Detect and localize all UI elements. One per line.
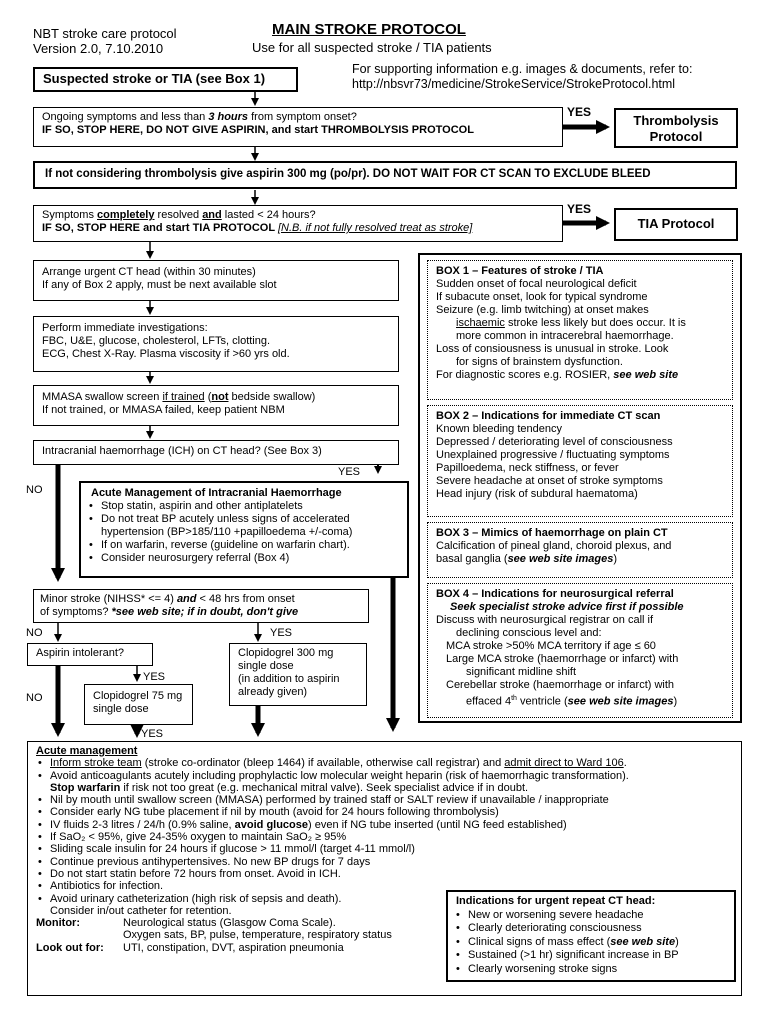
yes-label-minor: YES — [270, 627, 293, 639]
acute-ward: admit direct to Ward 106 — [504, 757, 624, 770]
supporting-info — [352, 62, 692, 92]
acute-item: • Sliding scale insulin for 24 hours if glucose > 11 mmol/l (target 4-11 mmol/l) — [36, 843, 733, 855]
box-1-line: for signs of brainstem dysfunction. — [456, 356, 623, 368]
clop300-line-4: already given) — [238, 686, 308, 698]
ich-item — [87, 513, 401, 539]
ich-item-text: Do not treat BP acutely unless signs of accelerated — [101, 513, 350, 525]
box-2-title: BOX 2 – Indications for immediate CT scan — [436, 410, 661, 422]
no-label-ich: NO — [26, 484, 43, 496]
box-3-line: basal ganglia ( — [436, 553, 508, 565]
monitor-line-2: Oxygen sats, BP, pulse, temperature, respiratory status — [123, 929, 392, 942]
tia-q-and: and — [202, 209, 222, 221]
minor-web-note: *see web site; if in doubt, don't give — [111, 606, 299, 618]
repeat-ct-title: Indications for urgent repeat CT head: — [456, 895, 656, 907]
investigations-box — [33, 316, 399, 372]
yes-label-tia: YES — [567, 202, 592, 216]
repeat-ct-text: Clinical signs of mass effect ( — [468, 935, 611, 948]
box-4-sup: th — [511, 695, 517, 702]
clop300-line-2: single dose — [238, 660, 294, 672]
acute-item-text: Avoid urinary catheterization (high risk of sepsis and death). — [50, 892, 342, 905]
box-1-title: BOX 1 – Features of stroke / TIA — [436, 265, 604, 277]
ct-line-1: Arrange urgent CT head (within 30 minutes) — [42, 266, 256, 278]
ich-management-box — [79, 481, 409, 578]
tia-q-text-2: resolved — [154, 209, 203, 221]
box-4-line: effaced 4 — [466, 695, 512, 708]
org-line-1: NBT stroke care protocol — [33, 26, 177, 41]
yes-label-thrombolysis: YES — [567, 105, 592, 119]
clop300-line-1: Clopidogrel 300 mg — [238, 647, 334, 659]
box-1-line: Sudden onset of focal neurological deficit — [436, 278, 637, 290]
acute-item — [36, 757, 733, 769]
box-1-ischaemic: ischaemic — [456, 317, 505, 329]
repeat-ct-item: • Sustained (>1 hr) significant increase in BP — [454, 949, 728, 963]
box-4-web-link[interactable]: see web site images — [567, 695, 674, 708]
box-4-subtitle: Seek specialist stroke advice first if possible — [450, 601, 684, 613]
tia-protocol-box[interactable]: TIA Protocol — [614, 208, 738, 241]
acute-item: • Nil by mouth until swallow screen (MMASA) performed by trained staff or SALT review if unavailable / inappropriate — [36, 794, 733, 806]
acute-item-text: (stroke co-ordinator (bleep 1464) if available, otherwise call registrar) and — [141, 757, 505, 770]
page-subtitle: Use for all suspected stroke / TIA patients — [252, 40, 492, 55]
acute-item-text: IV fluids 2-3 litres / 24/h (0.9% saline, — [50, 818, 235, 831]
investigations-line-3: ECG, Chest X-Ray. Plasma viscosity if >60 yrs old. — [42, 348, 290, 360]
thrombolysis-protocol-box[interactable]: Thrombolysis Protocol — [614, 108, 738, 148]
acute-avoid-glucose: avoid glucose — [234, 818, 309, 831]
repeat-ct-item: • New or worsening severe headache — [454, 909, 728, 923]
repeat-ct-text: ) — [675, 935, 679, 948]
tia-note: [N.B. if not fully resolved treat as stroke] — [277, 222, 473, 234]
box-1-line: more common in intracerebral haemorrhage. — [456, 330, 674, 342]
clop300-line-3: (in addition to aspirin — [238, 673, 340, 685]
acute-inform-team: Inform stroke team — [50, 757, 142, 770]
acute-item-text: Avoid anticoagulants acutely including prophylactic low molecular weight heparin (risk of haemorrhagic transformation). — [50, 769, 629, 782]
acute-item-text: . — [623, 757, 627, 770]
acute-management-title: Acute management — [36, 745, 138, 757]
thrombolysis-instruction: IF SO, STOP HERE, DO NOT GIVE ASPIRIN, and start THROMBOLYSIS PROTOCOL — [42, 124, 474, 136]
org-info — [33, 26, 177, 56]
box-4-line: MCA stroke >50% MCA territory if age ≤ 60 — [446, 640, 656, 652]
acute-item: • Consider early NG tube placement if nil by mouth (avoid for 24 hours following thrombolysis) — [36, 806, 733, 818]
box-1-line: Loss of consiousness is unusual in stroke. Look — [436, 343, 669, 355]
repeat-ct-item: • Clearly deteriorating consciousness — [454, 922, 728, 936]
box-4-line: ventricle ( — [516, 695, 568, 708]
box-4-title: BOX 4 – Indications for neurosurgical referral — [436, 588, 674, 600]
repeat-ct-box — [446, 890, 736, 982]
aspirin-instruction-box: If not considering thrombolysis give aspirin 300 mg (po/pr). DO NOT WAIT FOR CT SCAN TO EXCLUDE BLEED — [33, 161, 737, 189]
ct-head-box — [33, 260, 399, 301]
acute-item-text: ) even if NG tube inserted (until NG feed established) — [308, 818, 567, 831]
tia-instruction: IF SO, STOP HERE and start TIA PROTOCOL — [42, 222, 278, 234]
supporting-info-url[interactable]: http://nbsvr73/medicine/StrokeService/StrokeProtocol.html — [352, 77, 676, 91]
investigations-line-1: Perform immediate investigations: — [42, 322, 208, 334]
box-2-item: Known bleeding tendency — [436, 423, 562, 435]
box-4 — [427, 583, 733, 718]
swallow-if-trained: if trained — [162, 391, 205, 403]
yes-label-intolerant: YES — [143, 671, 166, 683]
ich-item: • Stop statin, aspirin and other antiplatelets — [87, 500, 401, 513]
aspirin-intolerant-box: Aspirin intolerant? — [27, 643, 153, 666]
clopidogrel-300-box — [229, 643, 367, 706]
box-1-line: If subacute onset, look for typical syndrome — [436, 291, 648, 303]
minor-text: Minor stroke (NIHSS* <= 4) — [40, 593, 177, 605]
ich-item: • If on warfarin, reverse (guideline on warfarin chart). — [87, 539, 401, 552]
swallow-text-3: bedside swallow) — [228, 391, 316, 403]
swallow-text-2: ( — [204, 391, 212, 403]
tia-question-box — [33, 205, 563, 242]
thrombolysis-q-hours: 3 hours — [208, 111, 249, 123]
ich-item: • Consider neurosurgery referral (Box 4) — [87, 552, 401, 565]
yes-label-ich: YES — [338, 466, 361, 478]
box-3 — [427, 522, 733, 578]
supporting-info-text: For supporting information e.g. images & documents, refer to: — [352, 62, 693, 76]
monitor-label: Monitor: — [36, 917, 80, 930]
swallow-line-2: If not trained, or MMASA failed, keep patient NBM — [42, 404, 285, 416]
box-4-line: Cerebellar stroke (haemorrhage or infarct) with — [446, 679, 675, 691]
no-label-minor: NO — [26, 627, 43, 639]
box-1 — [427, 260, 733, 400]
lookout-label: Look out for: — [36, 942, 104, 955]
ich-question-box: Intracranial haemorrhage (ICH) on CT head? (See Box 3) — [33, 440, 399, 465]
tia-q-text: Symptoms — [42, 209, 98, 221]
acute-item — [36, 770, 733, 795]
acute-stop-warfarin: Stop warfarin — [50, 781, 121, 794]
acute-item: • Do not start statin before 72 hours from onset. Avoid in ICH. — [36, 868, 733, 880]
box-4-line: significant midline shift — [466, 666, 577, 678]
thrombolysis-question-box — [33, 107, 563, 147]
acute-item: • If SaO₂ < 95%, give 24-35% oxygen to maintain SaO₂ ≥ 95% — [36, 831, 733, 843]
minor-text-3: of symptoms? — [40, 606, 112, 618]
box-4-line: ) — [673, 695, 678, 708]
swallow-not: not — [211, 391, 229, 403]
start-box: Suspected stroke or TIA (see Box 1) — [33, 67, 298, 92]
acute-item: • Continue previous antihypertensives. No new BP drugs for 7 days — [36, 856, 733, 868]
minor-stroke-box — [33, 589, 369, 623]
page-title: MAIN STROKE PROTOCOL — [272, 21, 466, 38]
no-label-intolerant: NO — [26, 692, 43, 704]
repeat-ct-web-link[interactable]: see web site — [610, 935, 676, 948]
lookout-text: UTI, constipation, DVT, aspiration pneumonia — [123, 942, 344, 955]
acute-item-text: Consider in/out catheter for retention. — [50, 904, 232, 917]
swallow-text: MMASA swallow screen — [42, 391, 163, 403]
box-2-item: Depressed / deteriorating level of consciousness — [436, 436, 673, 448]
minor-text-2: < 48 hrs from onset — [196, 593, 295, 605]
box-2 — [427, 405, 733, 517]
ich-item-text-cont: hypertension (BP>185/110 +papilloedema +/-coma) — [101, 526, 353, 538]
box-2-item: Head injury (risk of subdural haematoma) — [436, 488, 638, 500]
box-3-line: ) — [613, 553, 618, 565]
ct-line-2: If any of Box 2 apply, must be next available slot — [42, 279, 277, 291]
repeat-ct-item — [454, 936, 728, 950]
repeat-ct-item: • Clearly worsening stroke signs — [454, 963, 728, 977]
tia-q-completely: completely — [97, 209, 155, 221]
box-4-line: declining conscious level and: — [456, 627, 602, 639]
clop75-line-2: single dose — [93, 703, 149, 715]
clopidogrel-75-box — [84, 684, 193, 725]
box-1-line: For diagnostic scores e.g. ROSIER, — [436, 369, 614, 381]
version-line: Version 2.0, 7.10.2010 — [33, 41, 164, 56]
monitor-line-1: Neurological status (Glasgow Coma Scale). — [123, 917, 336, 930]
box-4-line: Large MCA stroke (haemorrhage or infarct) with — [446, 653, 679, 665]
acute-item — [36, 819, 733, 831]
box-1-line: Seizure (e.g. limb twitching) at onset makes — [436, 304, 649, 316]
thrombolysis-q-text-end: from symptom onset? — [248, 111, 357, 123]
minor-and: and — [176, 593, 197, 605]
box-3-title: BOX 3 – Mimics of haemorrhage on plain CT — [436, 527, 668, 539]
tia-q-text-3: lasted < 24 hours? — [221, 209, 316, 221]
swallow-screen-box — [33, 385, 399, 426]
acute-item-text: if risk not too great (e.g. mechanical mitral valve). Seek specialist advice if in doubt. — [120, 781, 529, 794]
investigations-line-2: FBC, U&E, glucose, cholesterol, LFTs, clotting. — [42, 335, 271, 347]
box-4-line: Discuss with neurosurgical registrar on call if — [436, 614, 654, 626]
box-1-line: stroke less likely but does occur. It is — [504, 317, 686, 329]
box-2-item: Severe headache at onset of stroke symptoms — [436, 475, 663, 487]
box-2-item: Unexplained progressive / fluctuating symptoms — [436, 449, 670, 461]
box-3-line: Calcification of pineal gland, choroid plexus, and — [436, 540, 672, 552]
box-2-item: Papilloedema, neck stiffness, or fever — [436, 462, 619, 474]
thrombolysis-q-text: Ongoing symptoms and less than — [42, 111, 209, 123]
box-1-web-link[interactable]: see web site — [613, 369, 679, 381]
box-3-web-link[interactable]: see web site images — [507, 553, 614, 565]
yes-label-clop75: YES — [141, 728, 164, 740]
acute-item: • Antibiotics for infection. — [36, 880, 733, 892]
clop75-line-1: Clopidogrel 75 mg — [93, 690, 183, 702]
ich-management-title: Acute Management of Intracranial Haemorrhage — [91, 487, 342, 499]
